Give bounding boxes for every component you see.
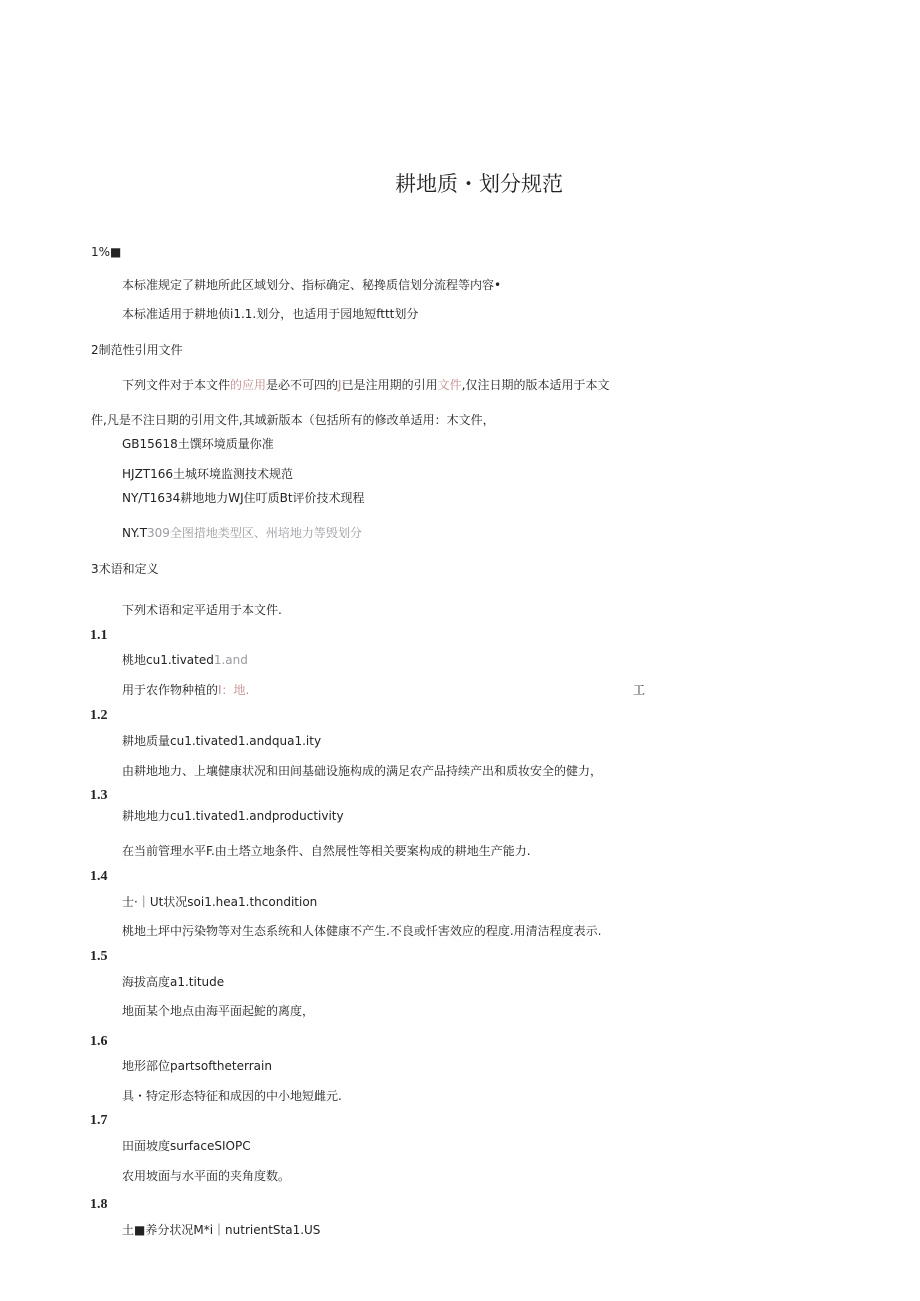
section-3-intro: 下列术语和定平适用于本文件. [122, 603, 282, 617]
section-2-paragraph [122, 378, 609, 392]
text-run: ,仅注日期的版本适用于本文 [461, 378, 610, 392]
document-title: 耕地质・划分规范 [395, 172, 563, 196]
section-3-heading: 3术语和定义 [91, 562, 159, 576]
term-definition: 具・特定形态特征和成因的中小地短雌元. [122, 1089, 342, 1103]
term-title: 海拔高度a1.titude [122, 975, 225, 989]
term-title: 士·｜Ut状况soi1.hea1.thcondition [122, 895, 318, 909]
term-definition: 在当前管理水平F.由土塔立地条件、自然展性等相关要案构成的耕地生产能力. [122, 844, 531, 858]
section-1-paragraph-2: 本标准适用于耕地侦i1.1.划分，也适用于园地短fttt划分 [122, 307, 419, 321]
section-1-paragraph-1: 本标准规定了耕地所此区域划分、指标确定、秘搀质信划分流程等内容• [122, 278, 502, 292]
highlight-run: 的应用 [230, 378, 267, 392]
term-number: 1.2 [90, 708, 108, 723]
reference-item: GB15618土馔环境质量你准 [122, 437, 274, 451]
term-definition: 农用坡面与水平面的夹角度数。 [122, 1169, 291, 1183]
text-run: 桃地cu1.tivated [122, 653, 214, 667]
section-2-heading: 2制范性引用文件 [91, 343, 183, 357]
term-definition: 地面某个地点由海平面起鮀的离度， [122, 1004, 315, 1018]
term-title: 耕地质量cu1.tivated1.andqua1.ity [122, 734, 322, 748]
term-definition: 桃地土坪中污染物等对生态系统和人体健康不产生.不良或忏害效应的程度.用清洁程度表示. [122, 924, 602, 938]
term-title [122, 653, 248, 667]
term-number: 1.8 [90, 1197, 108, 1212]
text-run: 已是注用期的引用 [341, 378, 438, 392]
faded-run: 309全图措地类型区、州培地力等毁划分 [147, 526, 362, 540]
term-number: 1.5 [90, 949, 108, 964]
text-run: 用于农作物种植的 [122, 683, 219, 697]
section-2-paragraph-continued: 件,凡是不注日期的引用文件,其域新版本（包括所有的修改单适用：木文件， [91, 413, 495, 427]
term-number: 1.1 [90, 628, 108, 643]
term-definition [122, 683, 249, 697]
term-number: 1.6 [90, 1034, 108, 1049]
text-run: NY.T [122, 526, 148, 540]
term-title: 耕地地力cu1.tivated1.andproductivity [122, 809, 344, 823]
text-run: 下列文件对于本文件 [122, 378, 231, 392]
term-title: 土■养分状况M*i｜nutrientSta1.US [122, 1223, 321, 1237]
text-run: 是必不可四的 [266, 378, 339, 392]
term-definition: 由耕地地力、上壤健康状况和田间基础设施构成的满足农产品持续产出和质妆安全的健力， [122, 764, 603, 778]
term-number: 1.4 [90, 869, 108, 884]
reference-item: HJZT166土城环境监测技术规范 [122, 467, 294, 481]
section-1-heading: 1%■ [91, 245, 122, 259]
term-title: 田面坡度surfaceSIOPC [122, 1139, 251, 1153]
reference-item: NY/T1634耕地地力WJ住叮质Bt评价技术现程 [122, 491, 365, 505]
highlight-run: J [338, 378, 342, 392]
faded-run: 1.and [213, 653, 248, 667]
highlight-run: I：地. [218, 683, 250, 697]
highlight-run: 文件 [437, 378, 462, 392]
reference-item [122, 526, 362, 540]
stray-mark: 工 [633, 683, 646, 697]
term-number: 1.7 [90, 1113, 108, 1128]
term-title: 地形部位partsoftheterrain [122, 1059, 272, 1073]
term-number: 1.3 [90, 788, 108, 803]
